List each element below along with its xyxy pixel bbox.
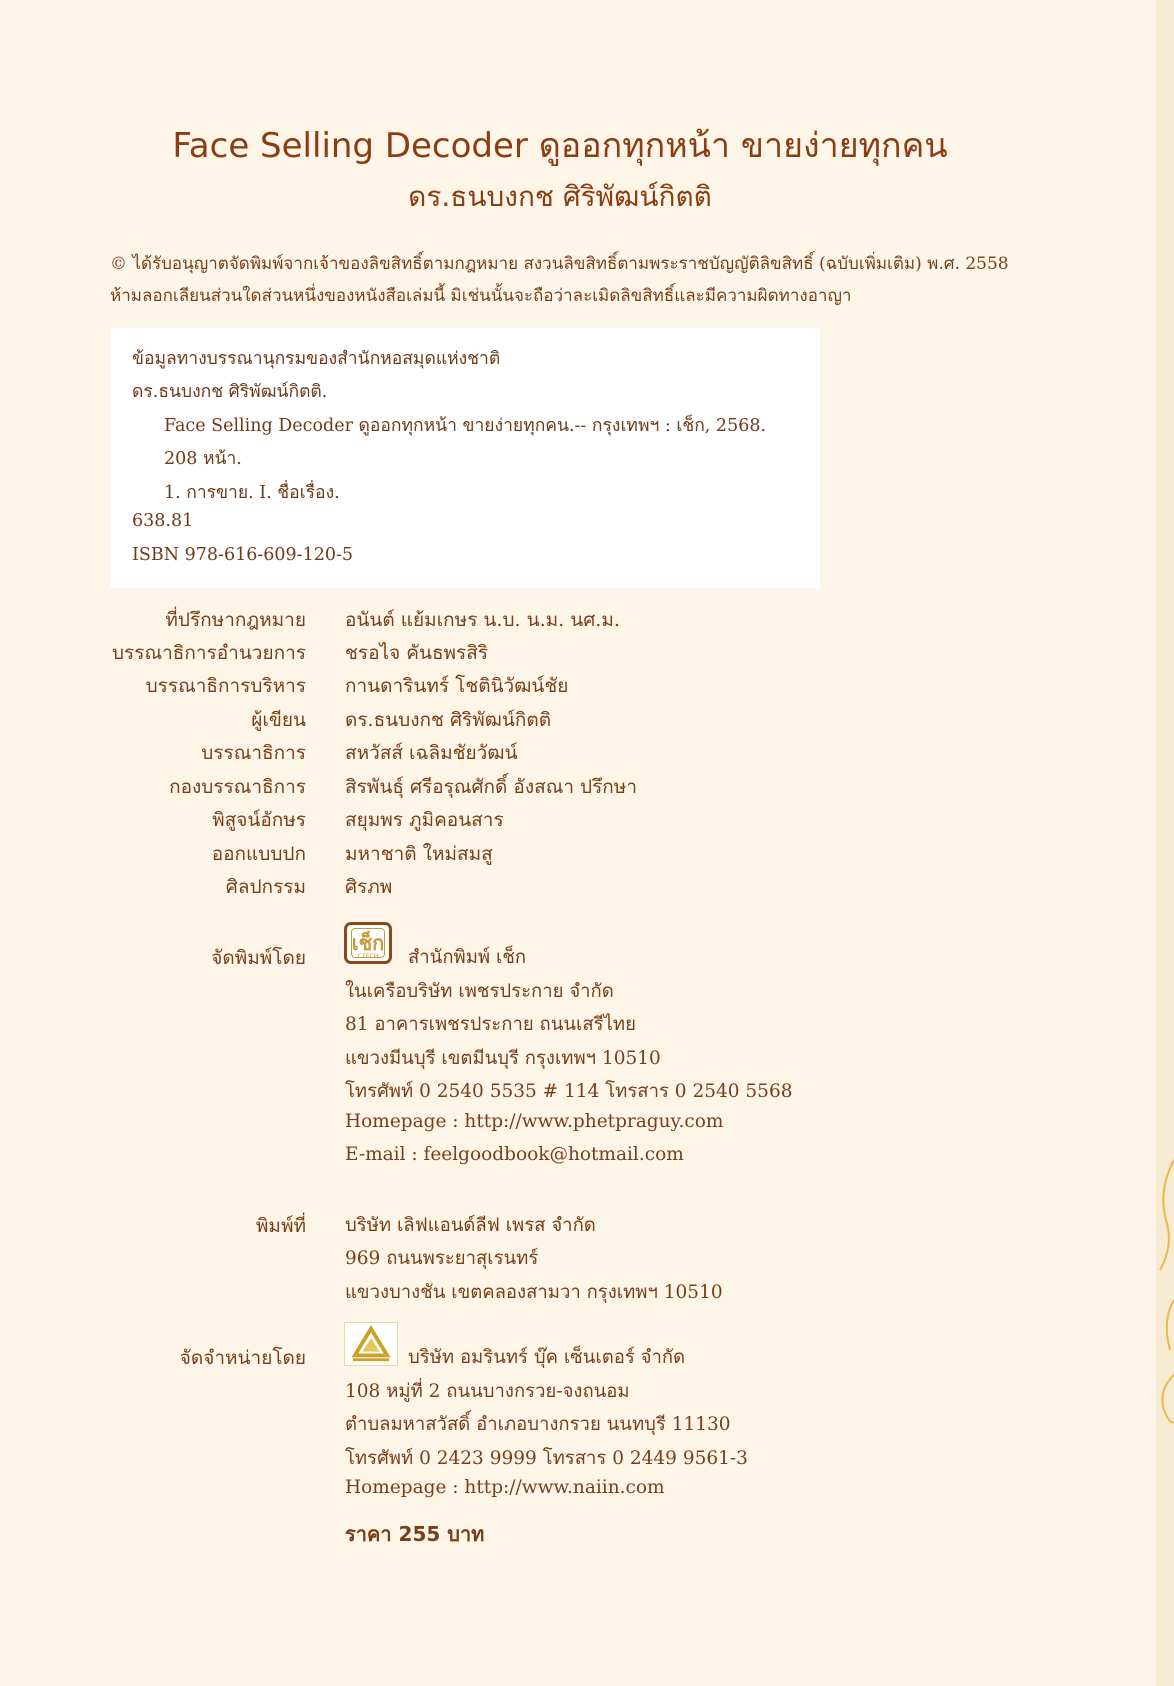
page-edge-strip	[1156, 0, 1174, 1686]
credit-label: บรรณาธิการบริหาร	[145, 675, 306, 697]
credit-value: ชรอไจ คันธพรสิริ	[345, 642, 489, 664]
amarin-logo-icon	[344, 1322, 398, 1366]
credit-row	[0, 872, 900, 906]
credit-row	[0, 605, 900, 639]
cip-author: ดร.ธนบงกช ศิริพัฒน์กิตติ.	[132, 382, 328, 402]
printer-line: 969 ถนนพระยาสุเรนทร์	[345, 1248, 539, 1269]
cip-title: Face Selling Decoder ดูออกทุกหน้า ขายง่ายทุกคน.-- กรุงเทพฯ : เช็ก, 2568.	[164, 416, 767, 436]
copyright-line-2: ห้ามลอกเลียนส่วนใดส่วนหนึ่งของหนังสือเล่มนี้ มิเช่นนั้นจะถือว่าละเมิดลิขสิทธิ์และมีความผิดทางอาญา	[110, 286, 852, 306]
distributor-name: บริษัท อมรินทร์ บุ๊ค เซ็นเตอร์ จำกัด	[408, 1347, 686, 1368]
copyright-line-1: © ได้รับอนุญาตจัดพิมพ์จากเจ้าของลิขสิทธิ์ตามกฎหมาย สงวนลิขสิทธิ์ตามพระราชบัญญัติลิขสิทธิ์ (ฉบับเพิ่มเติม) พ.ศ. 2558	[110, 254, 1009, 274]
cip-heading: ข้อมูลทางบรรณานุกรมของสำนักหอสมุดแห่งชาติ	[132, 349, 501, 369]
publisher-name: สำนักพิมพ์ เช็ก	[408, 947, 527, 968]
credit-label: บรรณาธิการอำนวยการ	[112, 642, 306, 664]
credit-value: ดร.ธนบงกช ศิริพัฒน์กิตติ	[345, 709, 552, 731]
credit-value: สหวัสส์ เฉลิมชัยวัฒน์	[345, 742, 518, 764]
credit-value: อนันต์ แย้มเกษร น.บ. น.ม. นศ.ม.	[345, 609, 620, 631]
credit-label: ผู้เขียน	[251, 709, 306, 731]
publisher-line: 81 อาคารเพชรประกาย ถนนเสรีไทย	[345, 1014, 636, 1035]
decorative-ornament-icon	[1156, 1150, 1174, 1430]
cip-classification: 638.81	[132, 511, 194, 531]
credit-value: สิรพันธุ์ ศรีอรุณศักดิ์ อังสณา ปรึกษา	[345, 776, 637, 798]
copyright-notice	[110, 248, 1020, 312]
publisher-line: ในเครือบริษัท เพชรประกาย จำกัด	[345, 981, 614, 1002]
credit-value: มหาชาติ ใหม่สมสู	[345, 843, 493, 865]
credit-label: ออกแบบปก	[211, 843, 306, 865]
book-title: Face Selling Decoder ดูออกทุกหน้า ขายง่ายทุกคน	[172, 126, 948, 166]
distributor-phone: โทรศัพท์ 0 2423 9999 โทรสาร 0 2449 9561-3	[345, 1448, 748, 1469]
czech-logo-text: เช็ก	[351, 931, 385, 955]
distributor-label: จัดจำหน่ายโดย	[179, 1347, 306, 1369]
credit-value: ศิรภพ	[345, 876, 393, 898]
credit-label: บรรณาธิการ	[201, 742, 306, 764]
price-label: ราคา 255 บาท	[345, 1522, 485, 1546]
cip-box	[110, 328, 820, 588]
cip-subject: 1. การขาย. I. ชื่อเรื่อง.	[164, 483, 340, 503]
credit-row	[0, 705, 900, 739]
czech-logo-sub: CZECH	[357, 953, 379, 960]
credit-label: กองบรรณาธิการ	[169, 776, 306, 798]
credit-label: ศิลปกรรม	[225, 876, 306, 898]
printer-line: แขวงบางชัน เขตคลองสามวา กรุงเทพฯ 10510	[345, 1282, 723, 1303]
credit-value: กานดารินทร์ โชตินิวัฒน์ชัย	[345, 675, 569, 697]
czech-logo-icon	[344, 922, 392, 964]
cip-isbn: ISBN 978-616-609-120-5	[132, 545, 354, 565]
book-author: ดร.ธนบงกช ศิริพัฒน์กิตติ	[408, 180, 712, 213]
publisher-phone: โทรศัพท์ 0 2540 5535 # 114 โทรสาร 0 2540 5568	[345, 1081, 793, 1102]
credit-row	[0, 638, 900, 672]
credit-label: ที่ปรึกษากฎหมาย	[165, 609, 306, 631]
credit-value: สยุมพร ภูมิคอนสาร	[345, 809, 504, 831]
credit-row	[0, 738, 900, 772]
publisher-homepage: Homepage : http://www.phetpraguy.com	[345, 1111, 724, 1132]
distributor-line: ตำบลมหาสวัสดิ์ อำเภอบางกรวย นนทบุรี 11130	[345, 1414, 731, 1435]
cip-pages: 208 หน้า.	[164, 449, 242, 469]
publisher-label: จัดพิมพ์โดย	[211, 947, 306, 969]
credit-label: พิสูจน์อักษร	[212, 809, 306, 831]
distributor-line: 108 หมู่ที่ 2 ถนนบางกรวย-จงถนอม	[345, 1381, 630, 1402]
publisher-email: E-mail : feelgoodbook@hotmail.com	[345, 1144, 684, 1165]
printer-label: พิมพ์ที่	[255, 1215, 306, 1237]
credit-row	[0, 772, 900, 806]
credit-row	[0, 671, 900, 705]
credit-row	[0, 805, 900, 839]
printer-name: บริษัท เลิฟแอนด์ลีฟ เพรส จำกัด	[345, 1215, 596, 1236]
distributor-homepage: Homepage : http://www.naiin.com	[345, 1477, 665, 1498]
credit-row	[0, 839, 900, 873]
publisher-line: แขวงมีนบุรี เขตมีนบุรี กรุงเทพฯ 10510	[345, 1048, 661, 1069]
